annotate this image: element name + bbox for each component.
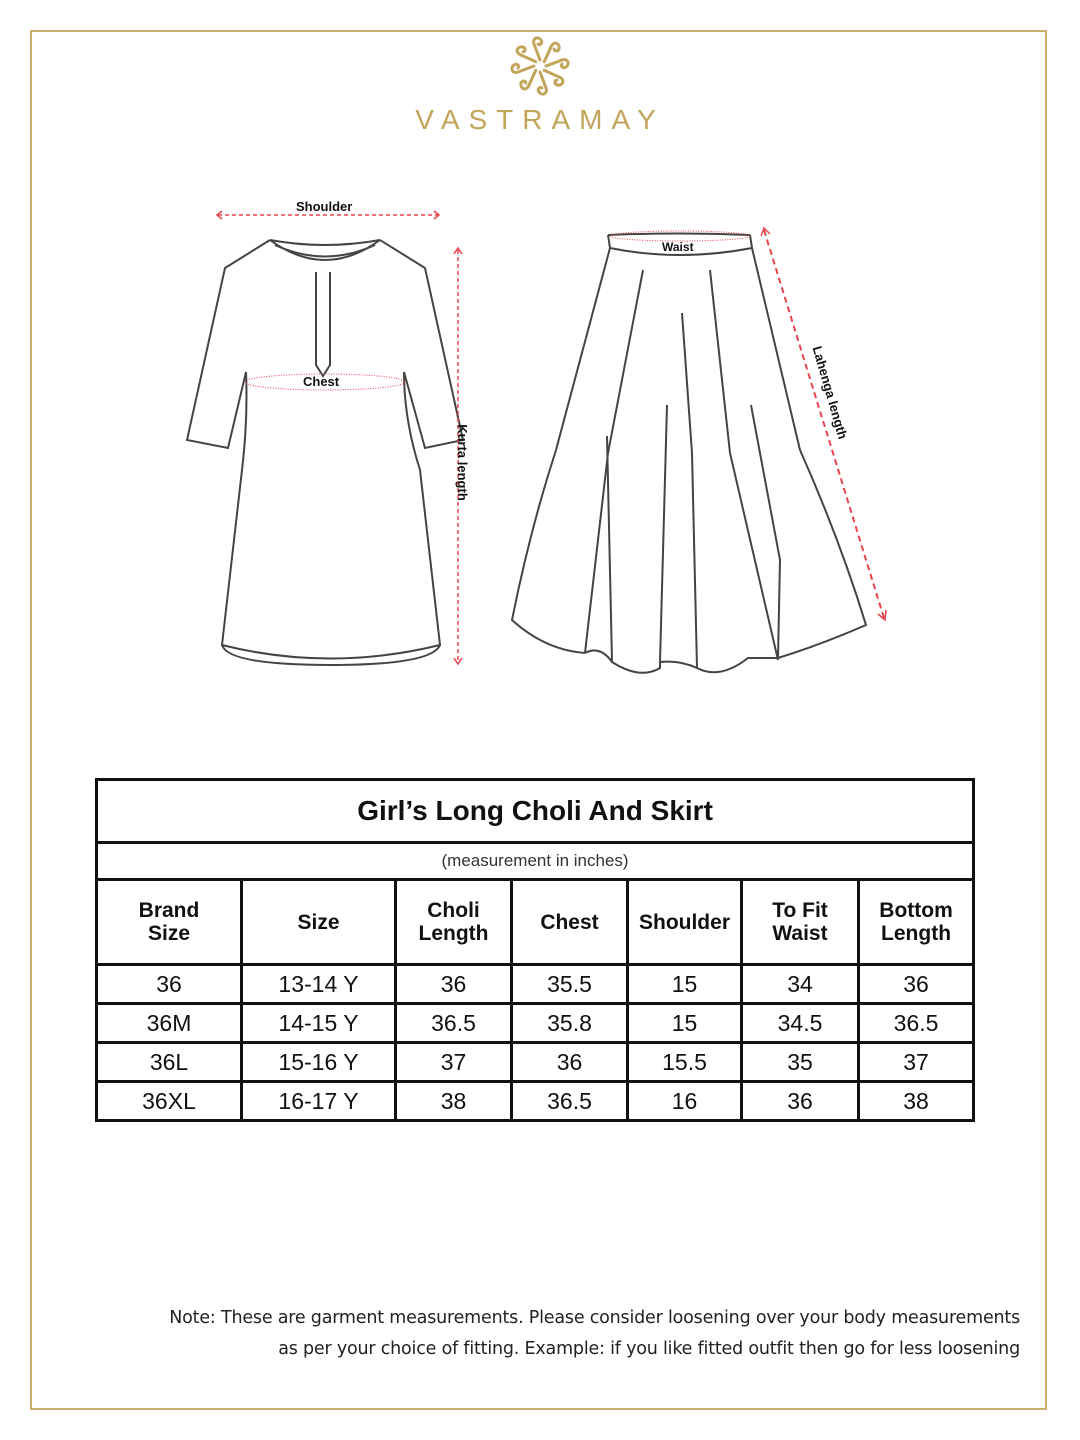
cell-to-fit-waist: 36: [742, 1082, 859, 1121]
fitting-note: [169, 1303, 1020, 1365]
cell-size: 15-16 Y: [242, 1043, 396, 1082]
cell-chest: 35.5: [512, 965, 628, 1004]
note-line-2: as per your choice of fitting. Example: if you like fitted outfit then go for less loosening: [278, 1339, 1020, 1359]
header-chest: Chest: [512, 880, 628, 965]
table-row: [97, 1082, 974, 1121]
chest-label: Chest: [303, 374, 340, 389]
header-shoulder: Shoulder: [628, 880, 742, 965]
size-chart: [95, 778, 972, 1122]
shoulder-label: Shoulder: [296, 199, 353, 214]
cell-bottom-length: 36: [859, 965, 974, 1004]
cell-chest: 35.8: [512, 1004, 628, 1043]
table-subtitle: (measurement in inches): [97, 843, 974, 880]
cell-brand-size: 36M: [97, 1004, 242, 1043]
cell-bottom-length: 38: [859, 1082, 974, 1121]
header-size: Size: [242, 880, 396, 965]
cell-choli-length: 36.5: [396, 1004, 512, 1043]
table-row: [97, 1043, 974, 1082]
kurta-outline: [187, 240, 463, 665]
brand-name: VASTRAMAY: [415, 104, 665, 135]
cell-choli-length: 37: [396, 1043, 512, 1082]
lahenga-length-label: Lahenga length: [809, 344, 851, 441]
cell-bottom-length: 37: [859, 1043, 974, 1082]
table-row: [97, 1004, 974, 1043]
cell-to-fit-waist: 34.5: [742, 1004, 859, 1043]
cell-brand-size: 36L: [97, 1043, 242, 1082]
table-title: Girl’s Long Choli And Skirt: [97, 780, 974, 843]
cell-to-fit-waist: 34: [742, 965, 859, 1004]
skirt-outline: [512, 234, 866, 673]
cell-brand-size: 36: [97, 965, 242, 1004]
cell-size: 14-15 Y: [242, 1004, 396, 1043]
waist-label: Waist: [662, 240, 694, 254]
table-row: [97, 965, 974, 1004]
cell-bottom-length: 36.5: [859, 1004, 974, 1043]
header-choli-length: Choli Length: [396, 880, 512, 965]
cell-shoulder: 15.5: [628, 1043, 742, 1082]
cell-choli-length: 36: [396, 965, 512, 1004]
cell-chest: 36.5: [512, 1082, 628, 1121]
note-line-1: Note: These are garment measurements. Please consider loosening over your body measurements: [169, 1308, 1020, 1328]
cell-choli-length: 38: [396, 1082, 512, 1121]
cell-shoulder: 15: [628, 1004, 742, 1043]
cell-size: 13-14 Y: [242, 965, 396, 1004]
header-to-fit-waist: To Fit Waist: [742, 880, 859, 965]
size-chart-table: [95, 778, 975, 1122]
table-header-row: [97, 880, 974, 965]
header-bottom-length: Bottom Length: [859, 880, 974, 965]
cell-brand-size: 36XL: [97, 1082, 242, 1121]
cell-to-fit-waist: 35: [742, 1043, 859, 1082]
cell-shoulder: 16: [628, 1082, 742, 1121]
kurta-length-label: Kurta length: [454, 424, 470, 501]
cell-size: 16-17 Y: [242, 1082, 396, 1121]
header-brand-size: Brand Size: [97, 880, 242, 965]
kurta-arrow-heads: [217, 211, 462, 664]
cell-shoulder: 15: [628, 965, 742, 1004]
cell-chest: 36: [512, 1043, 628, 1082]
